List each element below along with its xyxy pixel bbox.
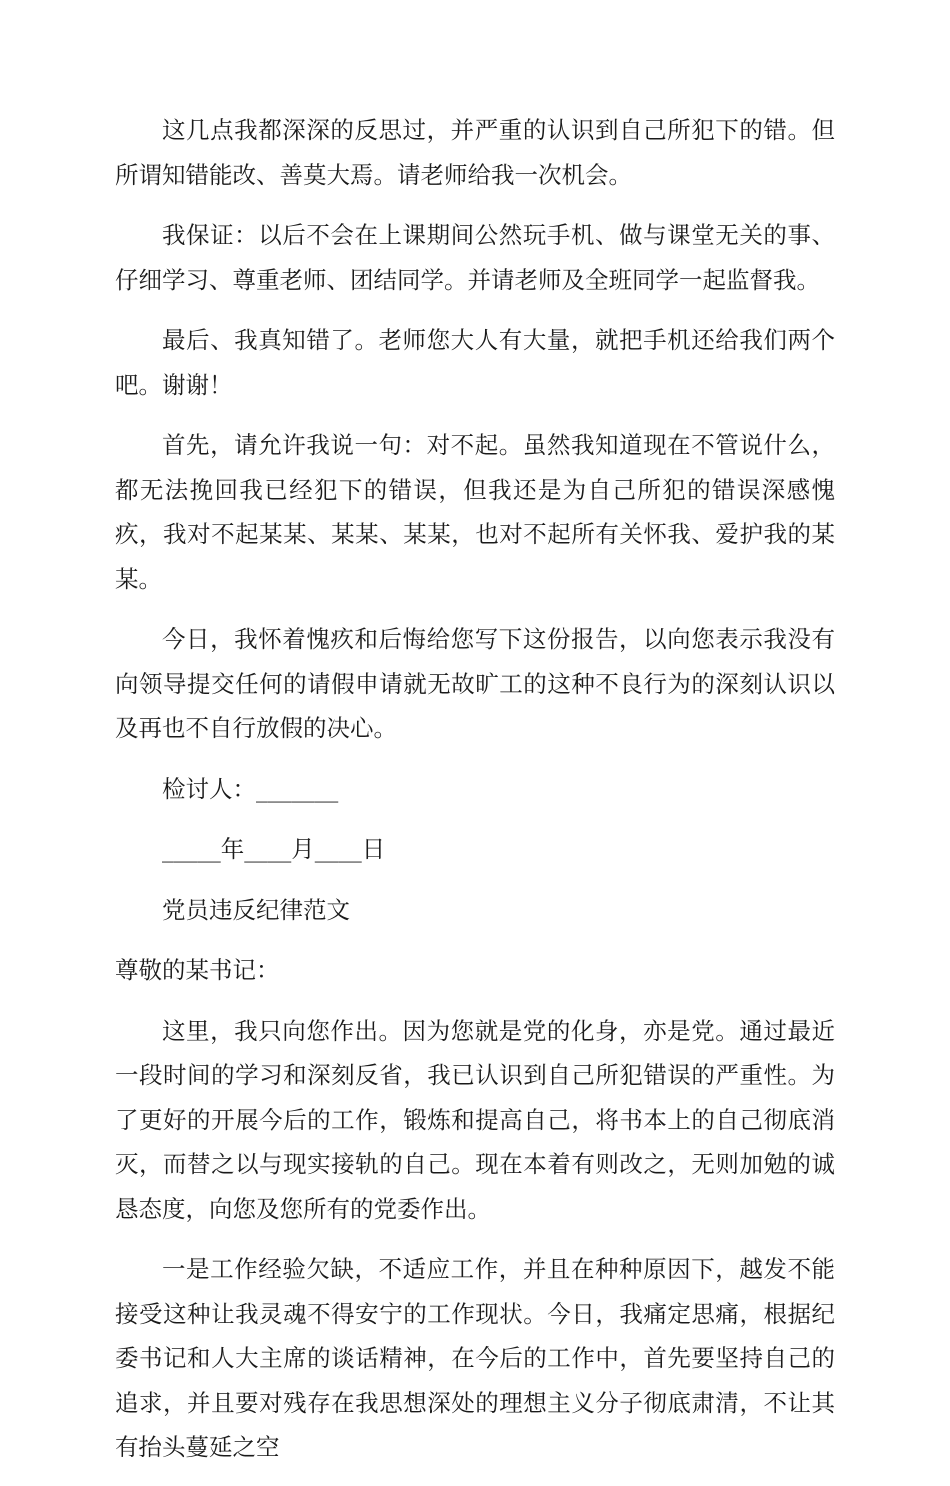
paragraph-closing: 最后、我真知错了。老师您大人有大量，就把手机还给我们两个吧。谢谢！ xyxy=(115,326,835,399)
paragraph-point-one: 一是工作经验欠缺，不适应工作，并且在种种原因下，越发不能接受这种让我灵魂不得安宁的工作现状。今日，我痛定思痛，根据纪委书记和人大主席的谈话精神，在今后的工作中，首先要坚持自己的追求，并且要对残存在我思想深处的理想主义分子彻底肃清，不让其有抬头蔓延之空 xyxy=(115,1255,835,1461)
paragraph-promise: 我保证：以后不会在上课期间公然玩手机、做与课堂无关的事、仔细学习、尊重老师、团结同学。并请老师及全班同学一起监督我。 xyxy=(115,221,835,294)
document-body xyxy=(115,108,835,1486)
date-line: _____年____月____日 xyxy=(162,835,386,863)
section-title: 党员违反纪律范文 xyxy=(162,895,350,924)
signature-line: 检讨人：_______ xyxy=(162,774,339,803)
paragraph-report: 今日，我怀着愧疚和后悔给您写下这份报告，以向您表示我没有向领导提交任何的请假申请就无故旷工的这种不良行为的深刻认识以及再也不自行放假的决心。 xyxy=(115,625,835,742)
paragraph-reflection: 这几点我都深深的反思过，并严重的认识到自己所犯下的错。但所谓知错能改、善莫大焉。请老师给我一次机会。 xyxy=(115,116,835,189)
paragraph-apology: 首先，请允许我说一句：对不起。虽然我知道现在不管说什么，都无法挽回我已经犯下的错误，但我还是为自己所犯的错误深感愧疚，我对不起某某、某某、某某，也对不起所有关怀我、爱护我的某某。 xyxy=(115,431,835,593)
paragraph-statement: 这里，我只向您作出。因为您就是党的化身，亦是党。通过最近一段时间的学习和深刻反省，我已认识到自己所犯错误的严重性。为了更好的开展今后的工作，锻炼和提高自己，将书本上的自己彻底消灭，而替之以与现实接轨的自己。现在本着有则改之，无则加勉的诚恳态度，向您及您所有的党委作出。 xyxy=(115,1016,835,1223)
salutation: 尊敬的某书记： xyxy=(115,956,280,984)
